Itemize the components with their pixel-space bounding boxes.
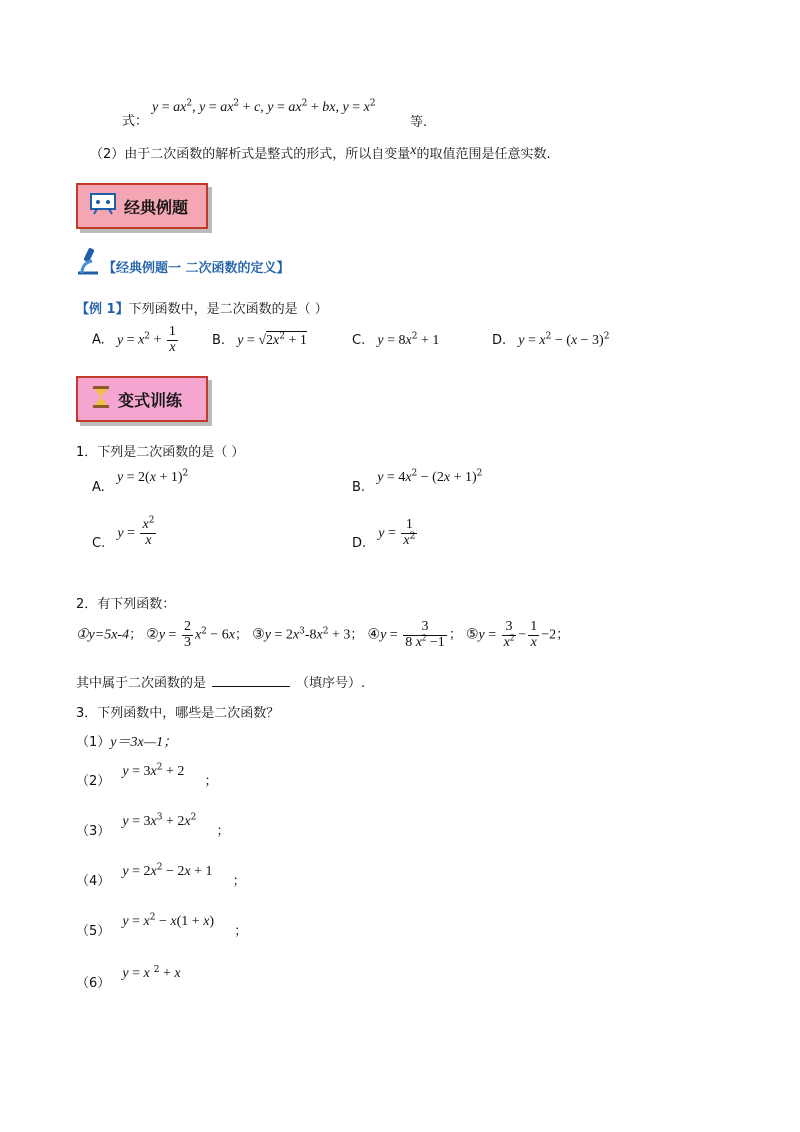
q3-item-5: （5） $y = x^2 - x(1 + x)$ ；: [76, 912, 248, 939]
q3-item-1: （1）y＝3x—1；: [76, 735, 178, 750]
example-1-question: 【例 1】下列函数中，是二次函数的是（ ）: [76, 302, 328, 317]
example-1-option-b: B. $y = √2x^2 + 1$: [212, 331, 307, 348]
example-header-title: 【经典例题一 二次函数的定义】: [103, 261, 290, 276]
q3-item-6: （6） y = x $^2$ + x: [76, 964, 181, 991]
q3-item-2: （2） $y = 3x^2 + 2$ ；: [76, 762, 218, 789]
formula-list: $y = ax^2$, $y = ax^2 + c$, $y = ax^2$ + bx, $y = x^2$: [152, 98, 376, 115]
q3-item-4: （4） $y = 2x^2 - 2x + 1$ ；: [76, 862, 246, 889]
microscope-icon: [74, 246, 102, 280]
formula-suffix: 等.: [410, 115, 428, 130]
section-title: 经典例题: [124, 197, 189, 217]
q2-answer-line: 其中属于二次函数的是 （填序号）.: [76, 676, 366, 691]
answer-blank[interactable]: [212, 676, 290, 687]
q3-item-3: （3） $y = 3x^3 + 2x^2$ ；: [76, 812, 230, 839]
section-title: 变式训练: [118, 390, 183, 410]
q1-option-a: A. $y = 2(x + 1)^2$: [92, 468, 189, 495]
q1-option-c: C. y = $\frac{x^2}{x}$: [92, 515, 155, 551]
q3-stem: 3．下列函数中，哪些是二次函数？: [76, 706, 280, 721]
q2-functions: ①y=5x-4； ②y = $\frac{2}{3}$ $x^2 - 6x$； ③y = $2x^3-8x^2 + 3$； ④y = $\frac{3}{8 x^2 -1}$ ； ⑤y = $\frac{3}{x^2}$ − $\frac{1}{x}$ −2；: [76, 619, 570, 650]
q1-option-d: D. y = $\frac{1}{x^2}$: [352, 517, 416, 551]
q1-stem: 1．下列是二次函数的是（ ）: [76, 445, 245, 460]
q2-stem: 2．有下列函数：: [76, 597, 176, 612]
q1-option-b: B. $y = 4x^2 - (2x + 1)^2$: [352, 468, 483, 495]
note-2: （2）由于二次函数的解析式是整式的形式，所以自变量x的取值范围是任意实数.: [90, 143, 551, 162]
example-1-option-c: C. $y = 8x^2 + 1$: [352, 331, 440, 348]
hourglass-icon: [92, 385, 110, 413]
section-box-variant-training: [76, 376, 208, 422]
example-1-option-d: D. $y = x^2 - (x - 3)^2$: [492, 331, 610, 348]
formula-prefix: 式：: [122, 114, 149, 129]
chalkboard-icon: [90, 193, 116, 219]
example-1-option-a: A. $y = x^2$ + $\frac{1}{x}$: [92, 324, 176, 355]
section-box-classic-examples: [76, 183, 208, 229]
